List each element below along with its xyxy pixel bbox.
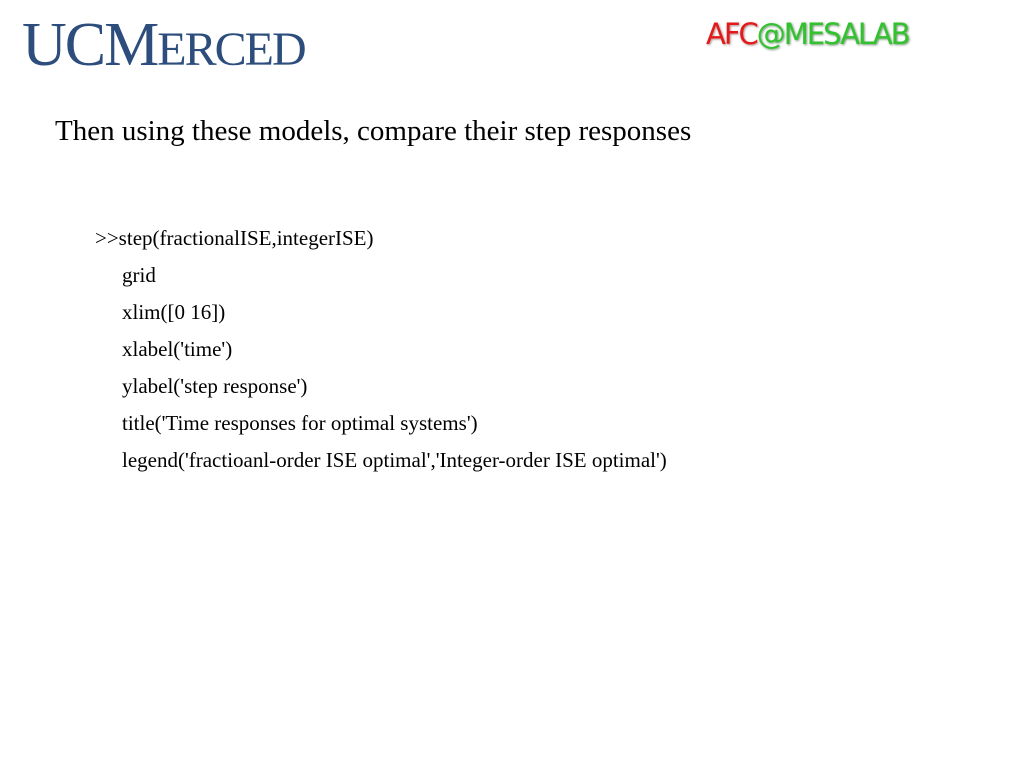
code-line-step: >>step(fractionalISE,integerISE) [95, 226, 374, 250]
code-line-xlabel: xlabel('time') [122, 337, 233, 361]
afc-logo-text: AFC [706, 17, 757, 51]
slide-title: Then using these models, compare their step responses [55, 115, 692, 147]
afc-mesalab-logo [706, 17, 909, 51]
code-line-xlim: xlim([0 16]) [122, 300, 226, 324]
ucmerced-logo [22, 11, 305, 79]
ucmerced-logo-erced: ERCED [157, 23, 305, 76]
ucmerced-logo-m: M [104, 11, 158, 79]
code-line-grid: grid [122, 263, 156, 287]
code-block [95, 224, 667, 483]
code-line-legend: legend('fractioanl-order ISE optimal','Integer-order ISE optimal') [122, 448, 667, 472]
code-line-ylabel: ylabel('step response') [122, 374, 308, 398]
ucmerced-logo-uc: UC [22, 11, 105, 79]
code-line-title: title('Time responses for optimal systems') [122, 411, 478, 435]
mesalab-logo-text: @MESALAB [756, 17, 909, 51]
